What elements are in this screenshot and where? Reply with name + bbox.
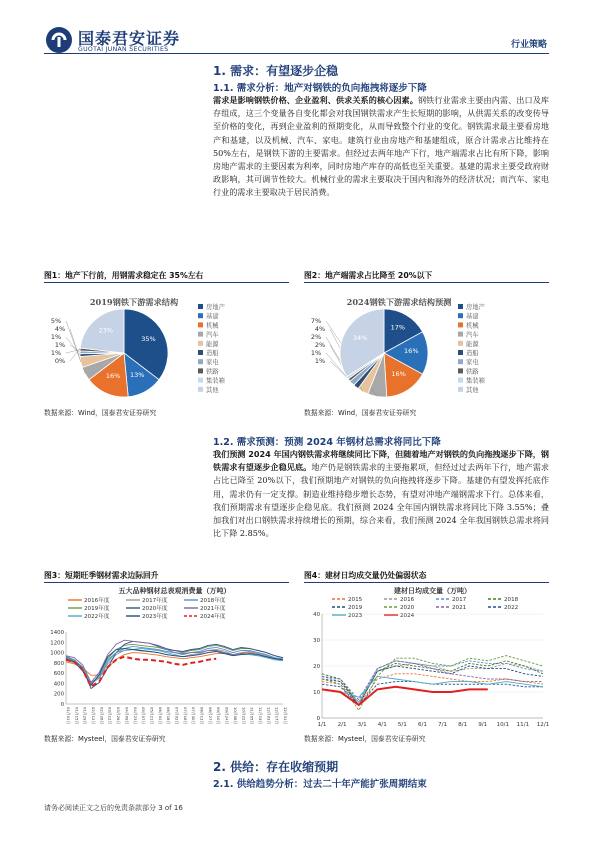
section-1-2-lead: 我们预测 2024 年国内钢铁需求将继续同比下降，但随着地产对钢铁的负向拖拽逐步下降，钢铁需求有望逐步企稳见底。 xyxy=(213,449,549,473)
pie-1-title: 2019钢铁下游需求结构 xyxy=(89,297,179,307)
legend-label-5: 造船 xyxy=(206,350,219,357)
legend-label-8: 集装箱 xyxy=(206,377,225,385)
x-tick-19: 09月24日 xyxy=(224,707,230,725)
pie-label-5: 1% xyxy=(50,333,62,341)
pie-label-0: 35% xyxy=(141,334,156,343)
line-chart-steel-consumption xyxy=(44,584,289,730)
section-1-2-body: 地产仍是钢铁需求的主要拖累项，但经过过去两年下行，地产需求占比已降至 20%以下，我们预期地产对钢铁的负向拖拽将逐步下降。基建仍有望发挥托底作用，需求仍有一定支撑。制造业维持稳步增长态势，有望对冲地产端钢需求下行。总体来看，我们预期需求有望逐步企稳见底。我们预测 2024 全年国内钢铁需求将同比下降 3.55%；叠加我们对出口钢铁需求持续增长的预期，综合来看，我们预测 2024 全年我国钢铁总需求将同比下降 2.85%。 xyxy=(213,462,549,539)
pie-label-7: 1% xyxy=(310,349,322,357)
pie-label-5: 2% xyxy=(310,333,322,341)
legend-label-9: 其他 xyxy=(466,386,479,394)
pie-label-1: 16% xyxy=(404,347,419,355)
x-tick-25: 12月17日 xyxy=(274,707,280,725)
legend-label-2: 机械 xyxy=(466,322,479,330)
pie-label-4: 4% xyxy=(314,325,326,333)
pie-label-1: 13% xyxy=(130,370,145,379)
x-tick-4: 02月26日 xyxy=(99,707,105,725)
legend-swatch-6 xyxy=(198,359,203,364)
legend-label-5: 2021年度 xyxy=(200,606,226,612)
legend-label-9: 其他 xyxy=(206,386,219,394)
x-tick-6: 7/1 xyxy=(438,722,448,728)
x-tick-4: 5/1 xyxy=(397,722,407,728)
figure-2-source: 数据来源：Wind，国泰君安证券研究 xyxy=(304,409,417,417)
pie-label-7: 1% xyxy=(50,349,62,357)
series-line-7 xyxy=(66,649,283,686)
x-tick-10: 05月21日 xyxy=(149,707,155,725)
legend-swatch-2 xyxy=(198,322,203,327)
x-tick-14: 07月16日 xyxy=(182,707,188,725)
pie-chart-2019 xyxy=(44,285,289,403)
y-tick-2: 400 xyxy=(53,681,64,688)
legend-label-8: 2024年度 xyxy=(200,614,226,620)
y-tick-0: 0 xyxy=(60,702,64,708)
figure-4-source: 数据来源：Mysteel，国泰君安证券研究 xyxy=(304,735,426,743)
x-tick-0: 1/1 xyxy=(317,722,327,728)
x-tick-5: 03月12日 xyxy=(107,707,113,725)
pie-chart-2024 xyxy=(304,285,549,403)
x-tick-20: 10月08日 xyxy=(232,707,238,725)
x-tick-22: 11月05日 xyxy=(249,707,255,725)
x-tick-7: 04月09日 xyxy=(124,707,130,725)
legend-label-1: 基建 xyxy=(206,313,219,321)
legend-label-0: 2016年度 xyxy=(84,598,110,604)
y-tick-3: 30 xyxy=(313,638,320,644)
x-tick-3: 02月12日 xyxy=(91,707,97,725)
y-tick-7: 1400 xyxy=(50,630,64,636)
legend-swatch-9 xyxy=(458,387,463,392)
pie-label-9: 23% xyxy=(98,326,114,335)
y-tick-1: 10 xyxy=(313,690,320,696)
legend-swatch-3 xyxy=(458,332,463,337)
logo-emblem-icon xyxy=(44,25,74,55)
x-tick-2: 3/1 xyxy=(357,722,367,728)
legend-label-6: 2022年度 xyxy=(84,614,110,620)
legend-swatch-7 xyxy=(198,368,203,373)
y-tick-0: 0 xyxy=(316,716,320,722)
x-tick-23: 11月19日 xyxy=(257,707,263,725)
legend-label-3: 2019年度 xyxy=(84,606,110,612)
series-line-8 xyxy=(66,657,216,687)
pie-2-title: 2024钢铁下游需求结构预测 xyxy=(346,297,452,307)
x-tick-26: 12月31日 xyxy=(283,707,288,725)
pie-leader-4 xyxy=(70,329,81,362)
legend-label-0: 2015 xyxy=(348,597,363,603)
section-1-2-paragraph xyxy=(213,448,549,540)
section-1-title: 1. 需求：有望逐步企稳 xyxy=(213,64,339,78)
x-tick-24: 12月03日 xyxy=(266,707,272,725)
legend-label-7: 2023年度 xyxy=(142,614,168,620)
legend-swatch-7 xyxy=(458,368,463,373)
x-tick-15: 07月30日 xyxy=(191,707,197,725)
legend-label-8: 集装箱 xyxy=(466,377,485,385)
legend-swatch-1 xyxy=(198,313,203,318)
x-tick-5: 6/1 xyxy=(417,722,427,728)
pie-label-0: 17% xyxy=(390,323,406,332)
legend-label-4: 2020年度 xyxy=(142,606,168,612)
legend-label-2: 2017 xyxy=(452,597,467,603)
x-tick-11: 06月04日 xyxy=(157,707,163,725)
section-1-2-title: 1.2. 需求预测：预测 2024 年钢材总需求将同比下降 xyxy=(213,437,441,448)
figure-3-source: 数据来源：Mysteel，国泰君安证券研究 xyxy=(44,735,166,743)
y-tick-4: 800 xyxy=(53,660,64,667)
legend-label-6: 2021 xyxy=(452,605,467,611)
x-tick-8: 04月23日 xyxy=(132,707,138,725)
pie-leader-8 xyxy=(70,348,80,361)
section-1-1-body: 钢铁行业需求主要由内需、出口及库存组成，这三个变量各自变化都会对我国钢铁需求产生长短期的影响，从供需关系的改变传导至价格的变化，再到企业盈利的预期变化，从而导致整个行业的变化。钢铁需求最主要看房地产和基建，以及机械、汽车、家电。建筑行业由房地产和基建组成，原合计需求占比维持在 50%左右，是钢铁下游的主要需求。但经过去两年地产下行，地产端需求占比有所下降，影响房地产需求的主要因素为利率，同时房地产库存的高低也至关重要。基建的需求主要受政府财政影响，其可调节性较大。机械行业的需求主要取决于国内和海外的经济状况；而汽车、家电行业的需求主要取决于居民消费。 xyxy=(213,95,549,198)
section-2-1-title: 2.1. 供给趋势分析：过去二十年产能扩张周期结束 xyxy=(213,779,427,790)
y-tick-1: 200 xyxy=(53,691,64,698)
legend-swatch-3 xyxy=(198,332,203,337)
section-1-1-title: 1.1. 需求分析：地产对钢铁的负向拖拽将逐步下降 xyxy=(213,83,427,94)
x-tick-0: 01月01日 xyxy=(66,707,71,725)
section-1-1-lead: 需求是影响钢铁价格、企业盈利、供求关系的核心因素。 xyxy=(213,95,418,105)
x-tick-18: 09月10日 xyxy=(216,707,222,725)
pie-label-8: 1% xyxy=(314,357,326,365)
legend-label-2: 2018年度 xyxy=(200,598,226,604)
pie-label-9: 34% xyxy=(352,333,368,342)
chart-title: 五大品种钢材总表观消费量（万吨） xyxy=(118,587,231,595)
legend-label-6: 家电 xyxy=(206,359,219,367)
x-tick-12: 06月18日 xyxy=(166,707,172,725)
figure-1-title: 图1：地产下行前，用钢需求稳定在 35%左右 xyxy=(44,271,204,280)
legend-label-7: 铁路 xyxy=(466,368,479,376)
figure-3-title: 图3：短期旺季钢材需求边际回升 xyxy=(44,571,159,580)
series-line-4 xyxy=(66,641,283,688)
section-1-1-paragraph xyxy=(213,94,549,200)
legend-label-3: 2018 xyxy=(504,597,519,603)
legend-label-9: 2024 xyxy=(400,613,415,619)
legend-label-3: 汽车 xyxy=(466,331,479,339)
legend-swatch-5 xyxy=(458,350,463,355)
figure-1-rule xyxy=(44,282,289,283)
pie-label-2: 16% xyxy=(105,371,121,380)
legend-swatch-0 xyxy=(198,304,203,309)
legend-label-5: 造船 xyxy=(466,350,479,357)
x-tick-6: 03月26日 xyxy=(116,707,122,725)
figure-1-source: 数据来源：Wind，国泰君安证券研究 xyxy=(44,409,157,417)
company-logo xyxy=(44,25,204,55)
series-line-6 xyxy=(322,661,543,700)
figure-3-rule xyxy=(44,582,289,583)
report-category-tag: 行业策略 xyxy=(510,40,547,50)
legend-swatch-4 xyxy=(198,341,203,346)
figure-2-rule xyxy=(304,282,549,283)
pie-label-6: 2% xyxy=(314,341,326,349)
legend-label-2: 机械 xyxy=(206,322,219,330)
header-divider xyxy=(44,53,549,54)
legend-label-4: 2019 xyxy=(348,605,363,611)
chart-title: 建材日均成交量（万吨） xyxy=(394,587,471,595)
x-tick-7: 8/1 xyxy=(458,722,468,728)
legend-swatch-1 xyxy=(458,313,463,318)
figure-2-title: 图2：地产端需求占比降至 20%以下 xyxy=(304,271,433,280)
x-tick-11: 12/1 xyxy=(536,722,549,728)
legend-label-7: 2022 xyxy=(504,605,519,611)
y-tick-5: 1000 xyxy=(50,650,64,657)
legend-label-1: 2017年度 xyxy=(142,598,168,604)
x-tick-1: 2/1 xyxy=(337,722,347,728)
x-tick-17: 08月27日 xyxy=(207,707,213,725)
logo-text-en: GUOTAI JUNAN SECURITIES xyxy=(78,46,169,53)
y-tick-6: 1200 xyxy=(50,640,64,647)
pie-label-6: 1% xyxy=(54,341,66,349)
legend-swatch-8 xyxy=(198,378,203,383)
legend-label-1: 2016 xyxy=(400,597,415,603)
x-tick-16: 08月13日 xyxy=(199,707,205,725)
x-tick-2: 01月29日 xyxy=(82,707,88,725)
legend-label-0: 房地产 xyxy=(466,304,485,311)
line-chart-building-materials-volume xyxy=(304,584,549,730)
figure-4-title: 图4：建材日均成交量仍处偏弱状态 xyxy=(304,571,427,580)
x-tick-9: 05月07日 xyxy=(141,707,147,725)
x-tick-10: 11/1 xyxy=(516,722,530,728)
logo-text-cn: 国泰君安证券 xyxy=(78,29,181,48)
legend-swatch-0 xyxy=(458,304,463,309)
legend-label-5: 2020 xyxy=(400,605,415,611)
y-tick-2: 20 xyxy=(313,664,320,670)
legend-swatch-9 xyxy=(198,387,203,392)
pie-label-3: 7% xyxy=(310,317,322,325)
legend-label-8: 2023 xyxy=(348,613,363,619)
x-tick-1: 01月15日 xyxy=(74,707,80,725)
legend-label-4: 能源 xyxy=(206,340,219,348)
legend-swatch-4 xyxy=(458,341,463,346)
x-tick-13: 07月02日 xyxy=(174,707,180,725)
x-tick-8: 9/1 xyxy=(478,722,488,728)
section-2-title: 2. 供给：存在收缩预期 xyxy=(213,760,339,774)
legend-label-4: 能源 xyxy=(466,340,479,348)
footer-disclaimer: 请务必阅读正文之后的免责条款部分 3 of 16 xyxy=(44,804,183,812)
pie-label-3: 5% xyxy=(50,317,62,325)
legend-swatch-8 xyxy=(458,378,463,383)
y-tick-4: 40 xyxy=(313,612,320,618)
legend-swatch-2 xyxy=(458,322,463,327)
x-tick-3: 4/1 xyxy=(377,722,387,728)
legend-label-3: 汽车 xyxy=(206,331,219,339)
legend-label-7: 铁路 xyxy=(206,368,219,376)
legend-label-6: 家电 xyxy=(466,359,479,367)
figure-4-rule xyxy=(304,582,549,583)
legend-label-0: 房地产 xyxy=(206,304,225,311)
legend-swatch-5 xyxy=(198,350,203,355)
x-tick-9: 10/1 xyxy=(496,722,510,728)
pie-label-4: 4% xyxy=(54,325,66,333)
pie-label-8: 0% xyxy=(54,357,66,365)
y-tick-3: 600 xyxy=(53,671,64,678)
legend-label-1: 基建 xyxy=(466,313,479,321)
legend-swatch-6 xyxy=(458,359,463,364)
x-tick-21: 10月22日 xyxy=(241,707,247,725)
pie-label-2: 16% xyxy=(391,370,406,379)
